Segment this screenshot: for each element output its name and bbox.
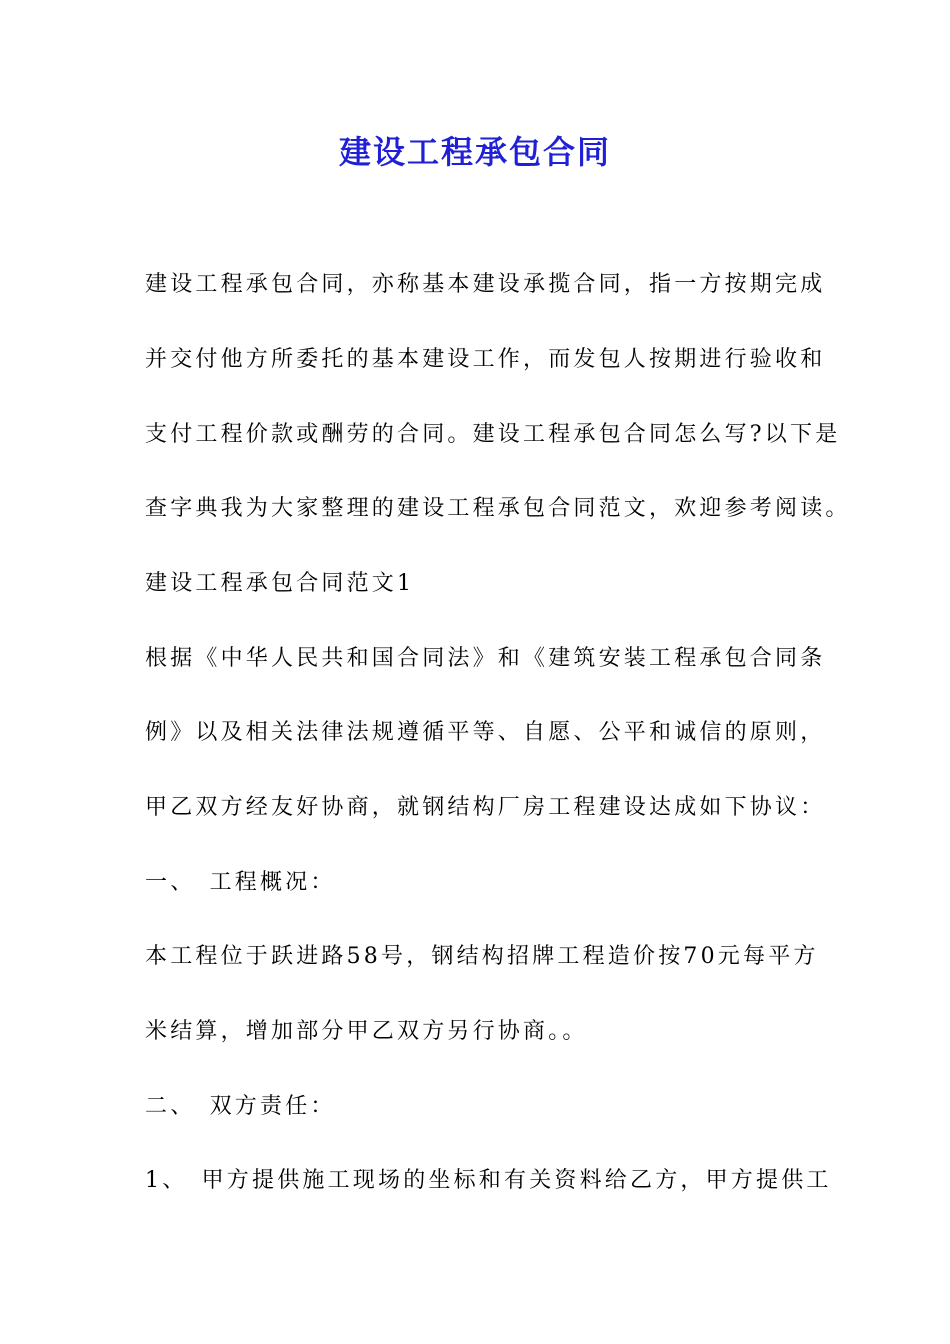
clause-heading: 一、 工程概况：	[145, 870, 336, 895]
body-line: 查字典我为大家整理的建设工程承包合同范文，欢迎参考阅读。	[145, 496, 851, 521]
body-line: 本工程位于跃进路58号，钢结构招牌工程造价按70元每平方	[145, 944, 819, 969]
body-line: 根据《中华人民共和国合同法》和《建筑安装工程承包合同条	[145, 646, 826, 671]
section-heading: 建设工程承包合同范文1	[145, 571, 415, 596]
body-line: 支付工程价款或酬劳的合同。建设工程承包合同怎么写?以下是	[145, 422, 841, 447]
body-line: 1、 甲方提供施工现场的坐标和有关资料给乙方，甲方提供工	[145, 1168, 832, 1193]
clause-heading: 二、 双方责任：	[145, 1094, 336, 1119]
body-line: 并交付他方所委托的基本建设工作，而发包人按期进行验收和	[145, 347, 826, 372]
body-line: 建设工程承包合同，亦称基本建设承揽合同，指一方按期完成	[145, 272, 826, 297]
body-line: 甲乙双方经友好协商，就钢结构厂房工程建设达成如下协议：	[145, 795, 826, 820]
body-line: 米结算，增加部分甲乙双方另行协商。。	[145, 1019, 588, 1044]
document-title: 建设工程承包合同	[338, 133, 611, 171]
body-line: 例》以及相关法律法规遵循平等、自愿、公平和诚信的原则，	[145, 720, 826, 745]
